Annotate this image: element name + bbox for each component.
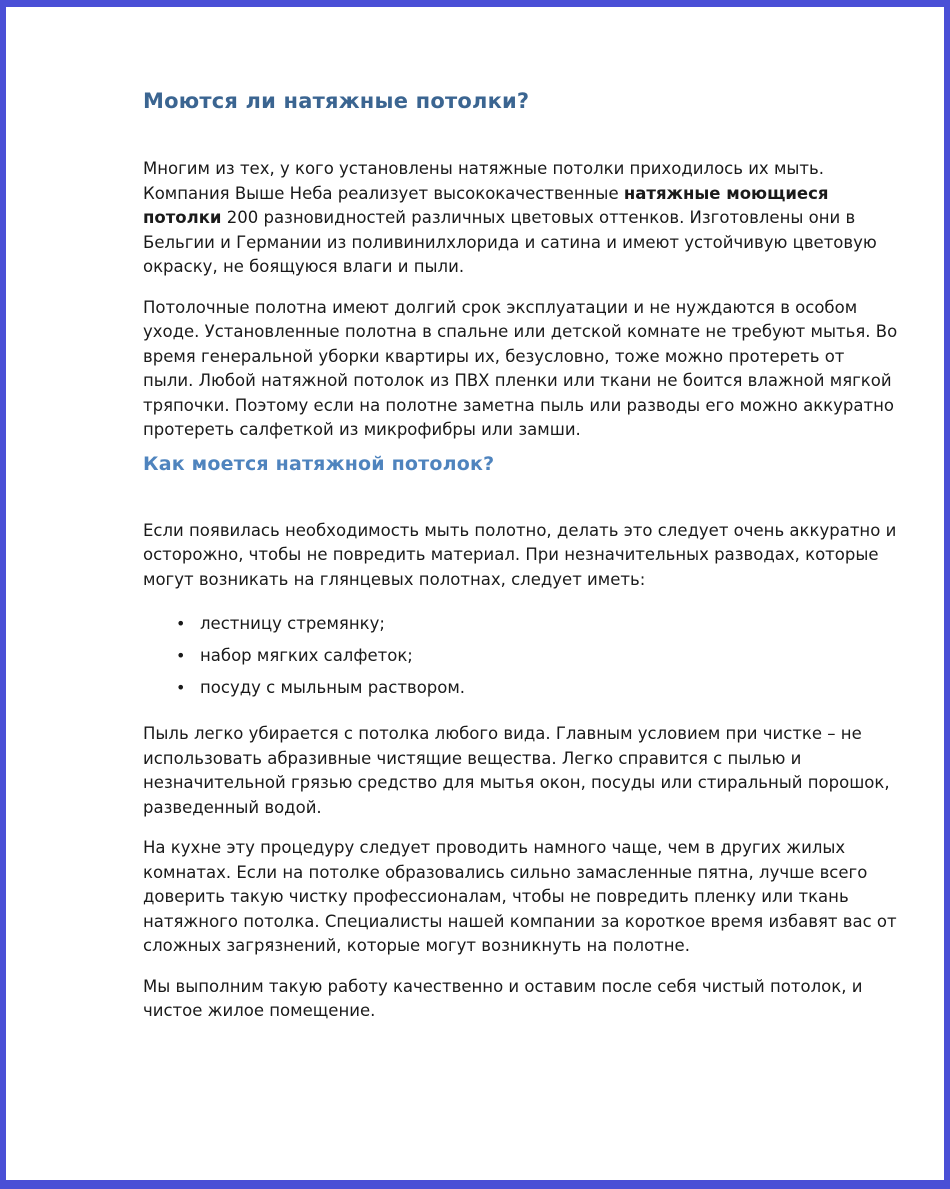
- bullet-icon: •: [176, 646, 186, 665]
- section-heading-wrap: [143, 451, 898, 477]
- section-paragraph-3: На кухне эту процедуру следует проводить намного чаще, чем в других жилых комнатах. Если на потолке образовались сильно замасленные пятна, лучше всего доверить такую чистку профессионалам, чтобы не повредить пленку или ткань натяжного потолка. Специалисты нашей компании за короткое время избавят вас от сложных загрязнений, которые могут возникнуть на полотне.: [143, 838, 897, 955]
- list-item: [143, 612, 898, 636]
- list-item: [143, 644, 898, 668]
- intro-paragraph-2: Потолочные полотна имеют долгий срок эксплуатации и не нуждаются в особом уходе. Установленные полотна в спальне или детской комнате не требуют мытья. Во время генеральной уборки квартиры их, безусловно, тоже можно протереть от пыли. Любой натяжной потолок из ПВХ пленки или ткани не боится влажной мягкой тряпочки. Поэтому если на полотне заметна пыль или разводы его можно аккуратно протереть салфеткой из микрофибры или замши.: [143, 297, 898, 439]
- intro-p1-text-start: Многим из тех, у кого установлены натяжные потолки приходилось их мыть. Компания Выше Неба реализует высококачественные: [143, 159, 824, 203]
- list-item-label: посуду с мыльным раствором.: [200, 678, 466, 697]
- bullet-icon: •: [176, 614, 186, 633]
- list-item-label: набор мягких салфеток;: [200, 646, 413, 665]
- section-paragraph-1: Если появилась необходимость мыть полотно, делать это следует очень аккуратно и осторожно, чтобы не повредить материал. При незначительных разводах, которые могут возникать на глянцевых полотнах, следует иметь:: [143, 520, 897, 589]
- section-paragraph-2: Пыль легко убирается с потолка любого вида. Главным условием при чистке – не использовать абразивные чистящие вещества. Легко справится с пылью и незначительной грязью средство для мытья окон, посуды или стиральный порошок, разведенный водой.: [143, 724, 890, 817]
- intro-p1-bold-phrase: натяжные моющиеся потолки: [143, 183, 829, 227]
- section-paragraph-4: Мы выполним такую работу качественно и оставим после себя чистый потолок, и чистое жилое помещение.: [143, 976, 863, 1020]
- document-content: [143, 87, 898, 1024]
- list-item-label: лестницу стремянку;: [200, 614, 385, 633]
- list-item: [143, 676, 898, 700]
- supplies-list: [143, 612, 898, 700]
- intro-p1-text-end: 200 разновидностей различных цветовых оттенков. Изготовлены они в Бельгии и Германии из поливинилхлорида и сатина и имеют устойчивую цветовую окраску, не боящуюся влаги и пыли.: [143, 208, 877, 276]
- section-heading: Как моется натяжной потолок?: [143, 452, 495, 475]
- page-title: Моются ли натяжные потолки?: [143, 89, 530, 113]
- intro-paragraph-1: [143, 157, 898, 280]
- bullet-icon: •: [176, 678, 186, 697]
